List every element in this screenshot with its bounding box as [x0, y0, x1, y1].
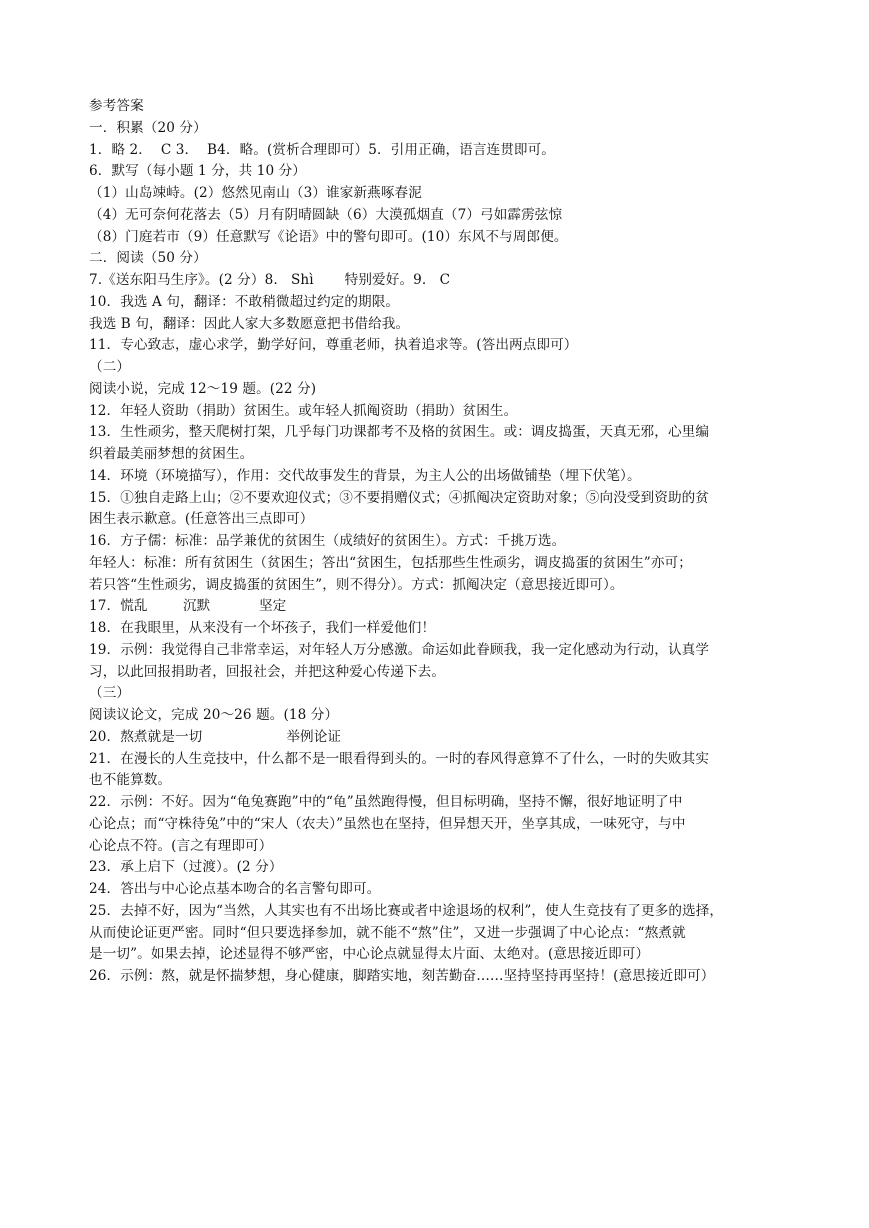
answer-line: 我选 B 句，翻译：因此人家大多数愿意把书借给我。: [89, 315, 410, 332]
answer-line: 1．略 2． C 3． B4．略。(赏析合理即可）5．引用正确，语言连贯即可。: [89, 141, 555, 158]
answer-line: 习，以此回报捐助者，回报社会，并把这种爱心传递下去。: [89, 663, 446, 680]
answer-line: 20．熬煮就是一切 举例论证: [89, 728, 342, 745]
section-heading-reading: 二．阅读（50 分）: [89, 250, 207, 267]
subsection-intro: 阅读议论文，完成 20～26 题。(18 分）: [89, 707, 339, 723]
subsection-heading-3: （三）: [89, 685, 131, 702]
subsection-intro: 阅读小说，完成 12～19 题。(22 分): [89, 380, 317, 397]
answer-line: 10．我选 A 句，翻译：不敢稍微超过约定的期限。: [89, 293, 400, 310]
answer-line: 18．在我眼里，从来没有一个坏孩子，我们一样爱他们！: [89, 620, 436, 636]
answer-line: 11．专心致志，虚心求学，勤学好问，尊重老师，执着追求等。(答出两点即可）: [89, 337, 578, 354]
answer-line: 也不能算数。: [89, 772, 172, 789]
answer-line: 15．①独自走路上山；②不要欢迎仪式；③不要捐赠仪式；④抓阄决定资助对象；⑤向没受到资助的贫: [89, 489, 710, 506]
doc-title: 参考答案: [89, 98, 144, 114]
answer-line: 从而使论证更严密。同时“但只要选择参加，就不能不“熬”住”，又进一步强调了中心论点：“熬煮就: [89, 924, 686, 941]
answer-line: 7.《送东阳马生序》。(2 分）8. Shì 特别爱好。9. C: [89, 272, 451, 288]
subsection-heading-2: （二）: [89, 359, 131, 375]
answer-line: 23．承上启下（过渡）。(2 分）: [89, 859, 283, 876]
answer-line: 是一切”。如果去掉，论述显得不够严密，中心论点就显得太片面、太绝对。(意思接近即可）: [89, 946, 650, 963]
answer-line: 21．在漫长的人生竞技中，什么都不是一眼看得到头的。一时的春风得意算不了什么，一时的失败其实: [89, 750, 710, 767]
answer-line: 若只答“生性顽劣，调皮捣蛋的贫困生”，则不得分）。方式：抓阄决定（意思接近即可）。: [89, 576, 624, 593]
answer-line: 织着最美丽梦想的贫困生。: [89, 446, 254, 462]
answer-line: 12．年轻人资助（捐助）贫困生。或年轻人抓阄资助（捐助）贫困生。: [89, 402, 518, 419]
answer-line: 19．示例：我觉得自己非常幸运，对年轻人万分感激。命运如此眷顾我，我一定化感动为行动，认真学: [89, 641, 710, 658]
answer-line: 14．环境（环境描写），作用：交代故事发生的背景，为主人公的出场做铺垫（埋下伏笔）。: [89, 467, 641, 484]
answer-line: 13．生性顽劣，整天爬树打架，几乎每门功课都考不及格的贫困生。或：调皮捣蛋，天真无邪，心里编: [89, 424, 710, 441]
answer-line: 17．慌乱 沉默 坚定: [89, 598, 287, 615]
answer-line: 16．方子儒：标准：品学兼优的贫困生（成绩好的贫困生）。方式：千挑万选。: [89, 533, 566, 549]
answer-line: 6．默写（每小题 1 分，共 10 分）: [89, 163, 307, 180]
answer-line: （8）门庭若市（9）任意默写《论语》中的警句即可。(10）东风不与周郎便。: [89, 228, 568, 245]
answer-line: 心论点不符。(言之有理即可）: [89, 837, 273, 854]
section-heading-accumulation: 一．积累（20 分）: [89, 119, 207, 136]
answer-line: 24．答出与中心论点基本吻合的名言警句即可。: [89, 881, 381, 897]
answer-line: 困生表示歉意。(任意答出三点即可）: [89, 511, 314, 528]
answer-line: （4）无可奈何花落去（5）月有阴晴圆缺（6）大漠孤烟直（7）弓如霹雳弦惊: [89, 206, 563, 223]
answer-line: （1）山岛竦峙。(2）悠然见南山（3）谁家新燕啄春泥: [89, 185, 422, 201]
answer-line: 26．示例：熬，就是怀揣梦想，身心健康，脚踏实地，刻苦勤奋……坚持坚持再坚持！(意思接近即可）: [89, 968, 715, 984]
answer-line: 年轻人：标准：所有贫困生（贫困生；答出“贫困生，包括那些生性顽劣，调皮捣蛋的贫困生”亦可；: [89, 554, 692, 571]
answer-line: 22．示例：不好。因为“龟兔赛跑”中的“龟”虽然跑得慢，但目标明确，坚持不懈，很好地证明了中: [89, 794, 683, 810]
answer-line: 25．去掉不好，因为“当然，人其实也有不出场比赛或者中途退场的权利”，使人生竞技有了更多的选择，: [89, 902, 724, 919]
answer-line: 心论点；而“守株待兔”中的“宋人（农夫）”虽然也在坚持，但异想天开，坐享其成，一味死守，与中: [89, 815, 686, 832]
answer-document: [89, 96, 789, 988]
